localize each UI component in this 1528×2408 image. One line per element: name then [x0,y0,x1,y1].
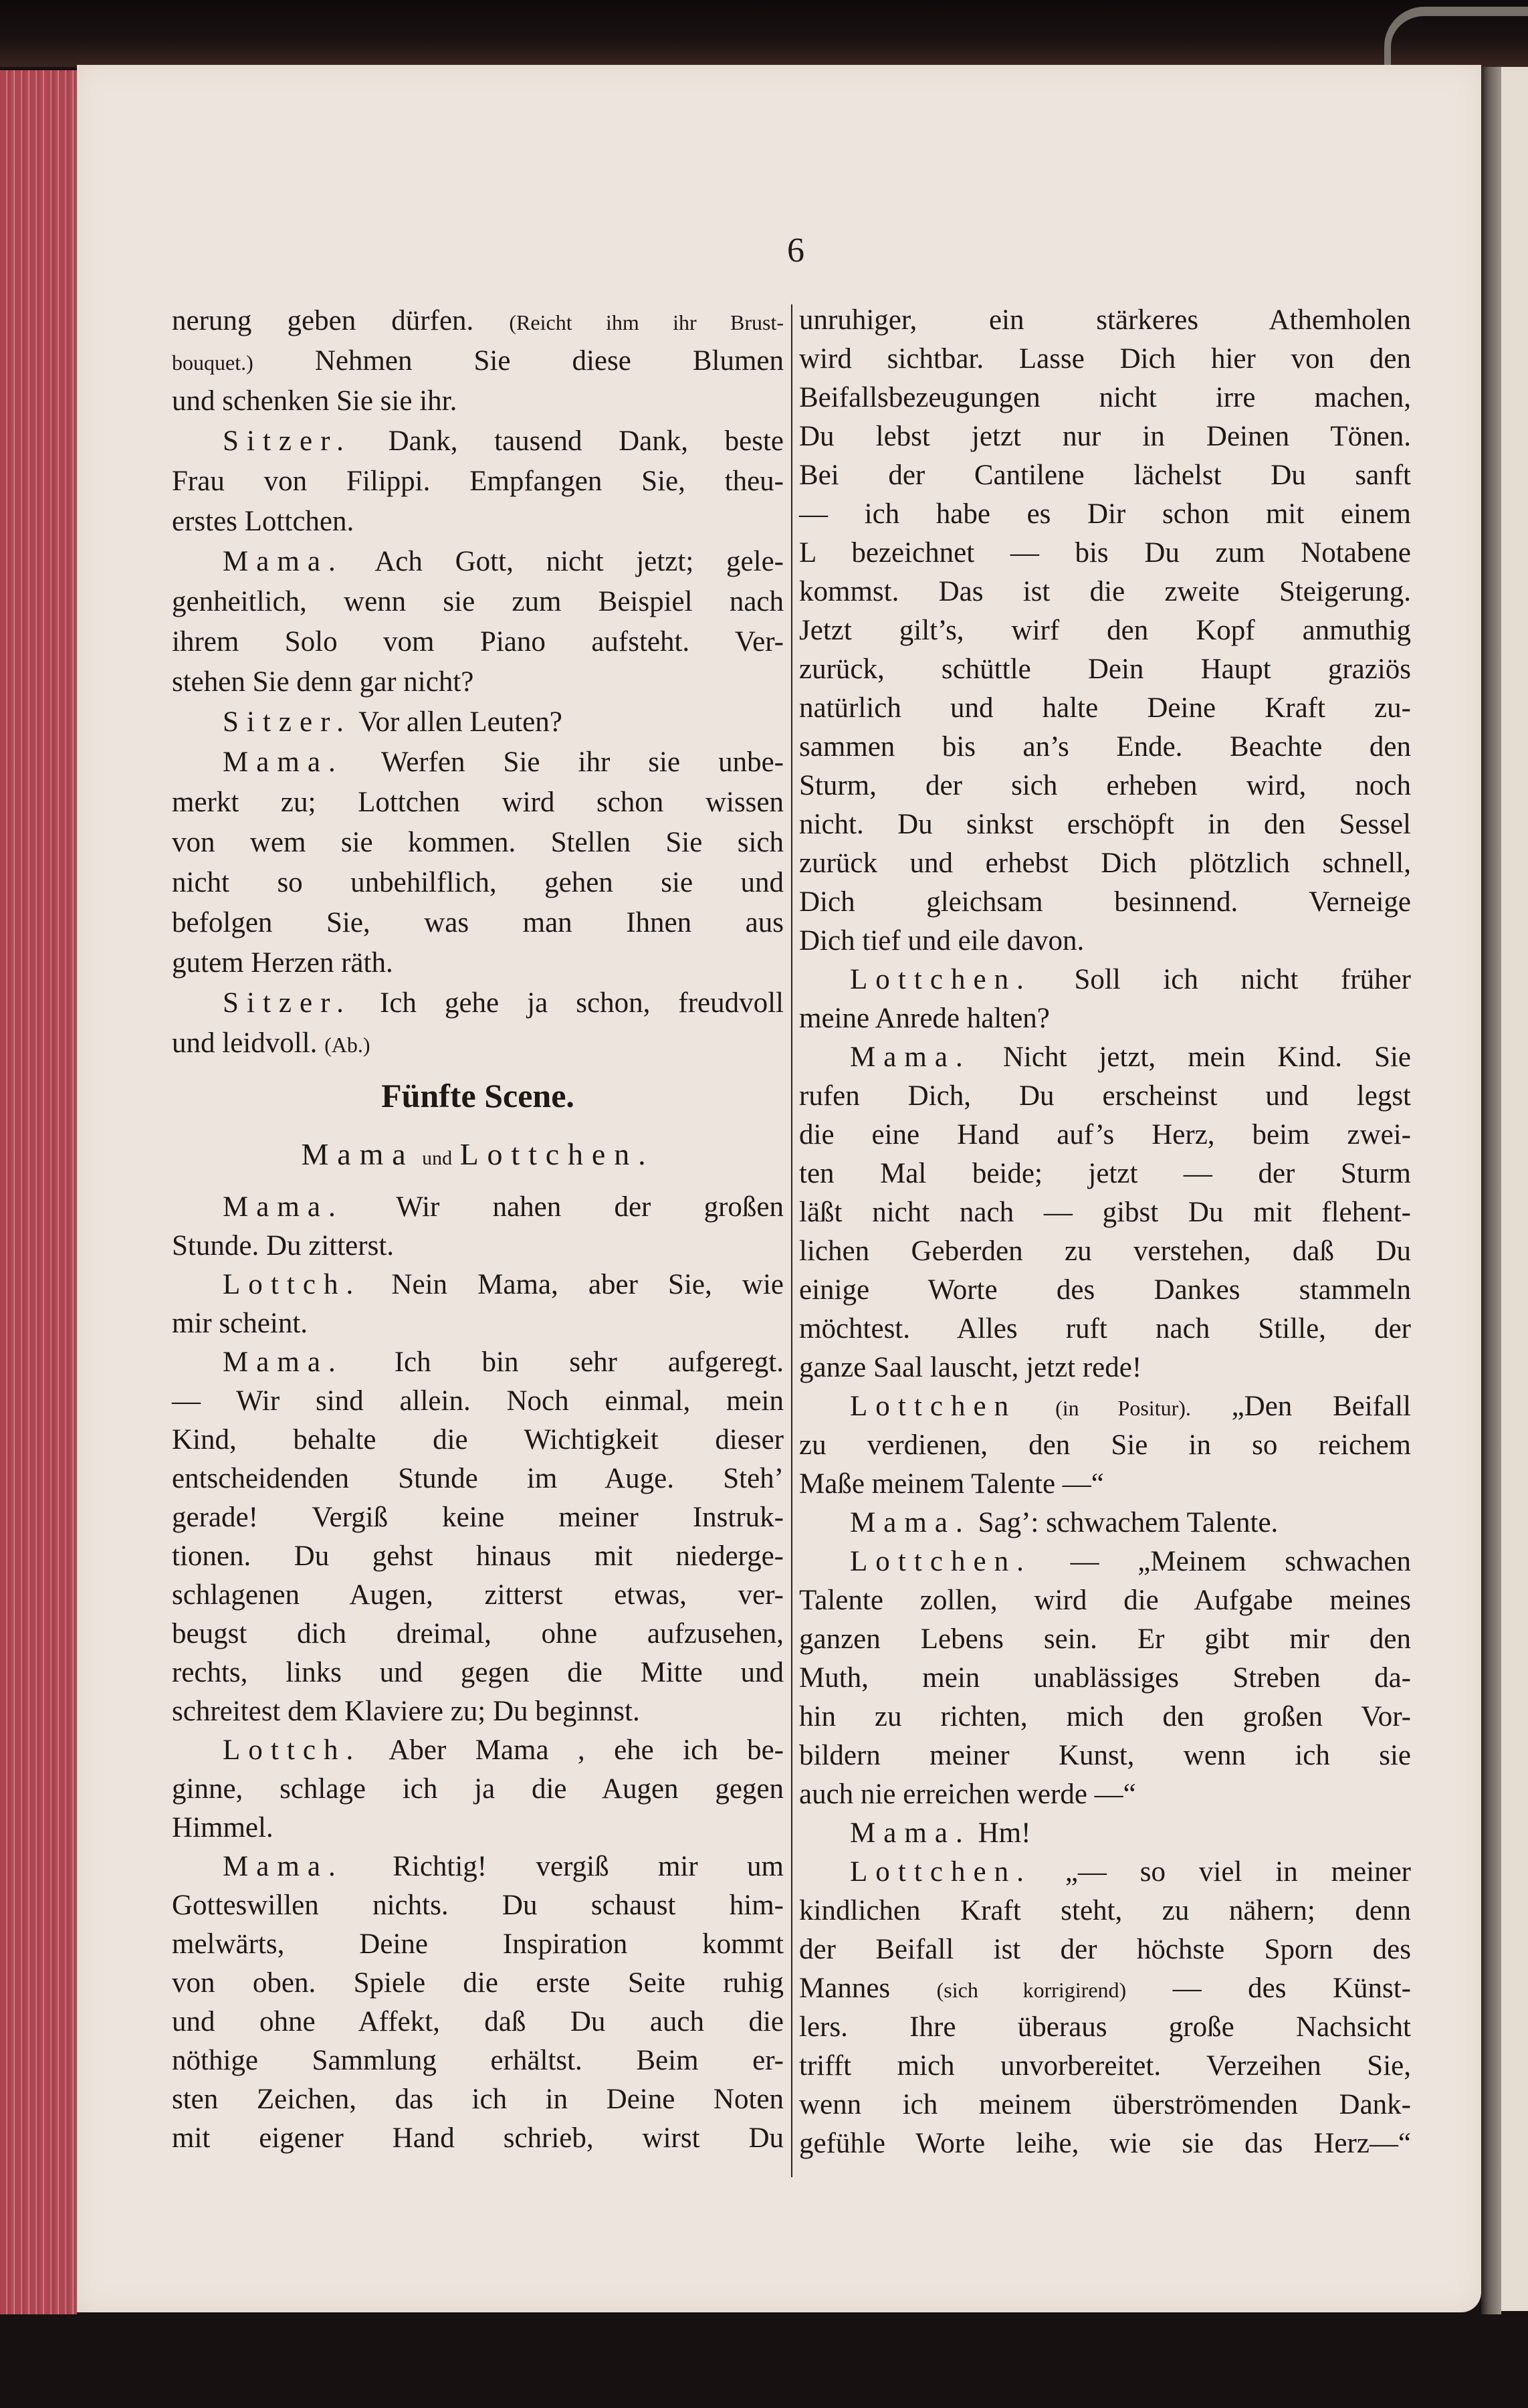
text-line [172,1886,784,1925]
text-line [172,1847,784,1886]
text-line [172,1770,784,1809]
dialogue-text: und leidvoll. [172,1027,325,1059]
text-line [172,1304,784,1343]
dialogue-text: nöthige Sammlung erhältst. Beim er- [172,2045,784,2076]
text-line [172,702,784,742]
text-line [799,301,1411,340]
dialogue-text: nicht. Du sinkst erschöpft in den Sessel [799,809,1411,840]
text-line [799,1232,1411,1271]
text-line [172,662,784,702]
dialogue-text: — Wir sind allein. Noch einmal, mein [172,1385,784,1417]
dialogue-text: zu verdienen, den Sie in so reichem [799,1429,1411,1461]
dialogue-text: unruhiger, ein stärkeres Athemholen [799,304,1411,336]
dialogue-text: „Den Beifall [1190,1391,1411,1422]
dialogue-text: von oben. Spiele die erste Seite ruhig [172,1967,784,1999]
speaker-name: Sitzer. [223,987,352,1019]
dialogue-text: Hm! [970,1817,1031,1849]
text-line [799,844,1411,883]
dialogue-text: Soll ich nicht früher [1031,964,1411,995]
dialogue-text: ten Mal beide; jetzt — der Sturm [799,1158,1411,1189]
dialogue-text: bildern meiner Kunst, wenn ich sie [799,1740,1411,1771]
dialogue-text: hin zu richten, mich den großen Vor- [799,1701,1411,1732]
text-line [799,1077,1411,1116]
text-line [172,341,784,381]
cast-second: Lottchen. [459,1137,655,1171]
dialogue-text: Kind, behalte die Wichtigkeit dieser [172,1424,784,1456]
dialogue-text: Nicht jetzt, mein Kind. Sie [970,1041,1411,1073]
text-line [799,534,1411,573]
cast-first: Mama [301,1137,415,1171]
dialogue-text: Werfen Sie ihr sie unbe- [343,746,784,778]
dialogue-text: auch nie erreichen werde —“ [799,1779,1136,1810]
stage-direction: (Ab.) [324,1033,370,1057]
dialogue-text: kommst. Das ist die zweite Steigerung. [799,576,1411,607]
text-line [799,1698,1411,1736]
dialogue-text: — ich habe es Dir schon mit einem [799,498,1411,530]
text-line [172,381,784,421]
dialogue-text: Ich gehe ja schon, freudvoll [351,987,784,1019]
dialogue-text: rufen Dich, Du erscheinst und legst [799,1080,1411,1112]
text-line [172,1421,784,1460]
dialogue-text: — „Meinem schwachen [1031,1546,1411,1577]
text-line [799,1969,1411,2008]
scene-heading: Fünfte Scene. [381,1077,574,1114]
text-line [799,1310,1411,1348]
text-line [172,1382,784,1421]
stage-direction: (Reicht ihm ihr Brust- [509,310,784,334]
dialogue-text: Dich gleichsam besinnend. Verneige [799,886,1411,918]
text-line [799,2086,1411,2124]
dialogue-text: L bezeichnet — bis Du zum Notabene [799,537,1411,569]
column-divider [791,304,792,2177]
text-line [799,495,1411,534]
speaker-name: Mama. [223,546,344,577]
dialogue-text: ganze Saal lauscht, jetzt rede! [799,1352,1142,1383]
text-line [172,502,784,542]
dialogue-text: Nein Mama, aber Sie, wie [361,1269,784,1300]
text-line [172,1343,784,1382]
speaker-name: Mama. [223,746,344,778]
text-line [799,2124,1411,2163]
dialogue-text: einige Worte des Dankes stammeln [799,1274,1411,1306]
speaker-name: Mama. [223,1851,344,1882]
text-line [172,1227,784,1266]
right-column [799,301,1411,2163]
dialogue-text: meine Anrede halten? [799,1003,1050,1034]
dialogue-text: ganzen Lebens sein. Er gibt mir den [799,1623,1411,1655]
dialogue-text: erstes Lottchen. [172,506,354,537]
dialogue-text: stehen Sie denn gar nicht? [172,666,474,698]
speaker-name: Lottch. [223,1269,362,1300]
text-line [172,542,784,582]
dialogue-text: nerung geben dürfen. [172,305,510,336]
text-line [799,340,1411,379]
dialogue-text: Richtig! vergiß mir um [343,1851,784,1882]
dialogue-text: Wir nahen der großen [343,1191,784,1223]
dialogue-text: von wem sie kommen. Stellen Sie sich [172,827,784,858]
dialogue-text: Sag’: schwachem Talente. [970,1507,1279,1538]
speaker-name: Lottchen. [850,964,1032,995]
dialogue-text: entscheidenden Stunde im Auge. Steh’ [172,1463,784,1494]
text-line [172,1809,784,1847]
text-line [172,1964,784,2003]
speaker-name: Lottch. [223,1734,362,1766]
text-line [799,379,1411,417]
text-line [172,622,784,662]
text-line [172,2119,784,2158]
dialogue-text: zurück und erhebst Dich plötzlich schnell, [799,847,1411,879]
dialogue-text: mir scheint. [172,1308,308,1339]
text-line [799,573,1411,611]
speaker-name: Mama. [850,1817,971,1849]
text-line [172,742,784,783]
text-line [172,1576,784,1615]
speaker-name: Mama. [223,1191,344,1223]
left-column-part1 [172,301,784,1064]
dialogue-text: Stunde. Du zitterst. [172,1230,395,1262]
text-line [799,2047,1411,2086]
text-line [172,943,784,983]
dialogue-text: Dich tief und eile davon. [799,925,1085,957]
dialogue-text: Himmel. [172,1812,274,1843]
dialogue-text: mit eigener Hand schrieb, wirst Du [172,2122,784,2154]
dialogue-text: — des Künst- [1126,1973,1411,2004]
speaker-name: Lottchen. [850,1856,1032,1888]
dialogue-text: rechts, links und gegen die Mitte und [172,1657,784,1688]
text-line [172,1653,784,1692]
text-line [799,1542,1411,1581]
text-line [799,1853,1411,1892]
cast-joiner: und [422,1147,453,1169]
dialogue-text: gefühle Worte leihe, wie sie das Herz—“ [799,2128,1411,2159]
text-line [799,922,1411,961]
dialogue-text: sten Zeichen, das ich in Deine Noten [172,2084,784,2115]
text-line [172,1188,784,1227]
text-line [172,1731,784,1770]
text-line [172,1537,784,1576]
text-line [172,1266,784,1304]
text-line [799,1930,1411,1969]
dialogue-text: Dank, tausend Dank, beste [351,425,784,457]
text-line [172,783,784,823]
page-gutter-shadow [1481,67,1501,2314]
dialogue-text: genheitlich, wenn sie zum Beispiel nach [172,586,784,617]
left-column [172,301,784,2158]
text-line [172,1925,784,1964]
speaker-name: Lottchen. [850,1546,1032,1577]
dialogue-text: gerade! Vergiß keine meiner Instruk- [172,1502,784,1533]
text-line [799,1814,1411,1853]
left-column-part2 [172,1188,784,2158]
dialogue-text: Ach Gott, nicht jetzt; gele- [343,546,784,577]
dialogue-text: ginne, schlage ich ja die Augen gegen [172,1773,784,1805]
text-line [172,2003,784,2041]
dialogue-text: sammen bis an’s Ende. Beachte den [799,731,1411,763]
dark-background-top [0,0,1528,67]
stage-direction: (in Positur). [1016,1396,1191,1420]
text-line [799,1038,1411,1077]
text-line [799,1581,1411,1620]
text-line [799,767,1411,805]
text-line [172,301,784,341]
dialogue-text: trifft mich unvorbereitet. Verzeihen Sie, [799,2050,1411,2082]
text-line [172,2080,784,2119]
dialogue-text: möchtest. Alles ruft nach Stille, der [799,1313,1411,1344]
dialogue-text: Jetzt gilt’s, wirf den Kopf anmuthig [799,615,1411,646]
text-line [799,1775,1411,1814]
dialogue-text: schlagenen Augen, zitterst etwas, ver- [172,1579,784,1611]
dialogue-text: und schenken Sie sie ihr. [172,385,457,417]
text-line [799,1348,1411,1387]
dialogue-text: Gotteswillen nichts. Du schaust him- [172,1890,784,1921]
stage-direction: (sich korrigirend) [936,1978,1127,2002]
text-line [172,863,784,903]
text-line [172,1692,784,1731]
text-line [799,805,1411,844]
text-line [172,1498,784,1537]
speaker-name: Mama. [850,1041,971,1073]
dialogue-text: lichen Geberden zu verstehen, daß Du [799,1235,1411,1267]
text-line [799,1504,1411,1542]
dialogue-text: wird sichtbar. Lasse Dich hier von den [799,343,1411,375]
speaker-name: Sitzer. [223,706,352,738]
text-line [799,1736,1411,1775]
dialogue-text: Vor allen Leuten? [351,706,562,738]
text-line [799,1387,1411,1426]
text-line [799,883,1411,922]
dialogue-text: wenn ich meinem überströmenden Dank- [799,2089,1411,2120]
dialogue-text: „— so viel in meiner [1031,1856,1411,1888]
text-line [799,611,1411,650]
speaker-name: Mama. [223,1346,344,1378]
speaker-name: Lottchen [850,1391,1017,1422]
text-line [799,1426,1411,1465]
red-page-edges [0,70,77,2314]
dialogue-text: merkt zu; Lottchen wird schon wissen [172,787,784,818]
dialogue-text: Muth, mein unablässiges Streben da- [799,1662,1411,1694]
dialogue-text: lers. Ihre überaus große Nachsicht [799,2011,1411,2043]
dialogue-text: ihrem Solo vom Piano aufsteht. Ver- [172,626,784,658]
dialogue-text: Du lebst jetzt nur in Deinen Tönen. [799,421,1411,452]
dialogue-text: die eine Hand auf’s Herz, beim zwei- [799,1119,1411,1150]
dialogue-text: befolgen Sie, was man Ihnen aus [172,907,784,938]
text-line [799,999,1411,1038]
dialogue-text: natürlich und halte Deine Kraft zu- [799,692,1411,724]
dialogue-text: Bei der Cantilene lächelst Du sanft [799,460,1411,491]
text-line [799,1465,1411,1504]
dialogue-text: kindlichen Kraft steht, zu nähern; denn [799,1895,1411,1926]
scene-cast [172,1128,784,1188]
text-line [172,1615,784,1653]
dialogue-text: Frau von Filippi. Empfangen Sie, theu- [172,466,784,497]
text-line [172,1023,784,1064]
dialogue-text: melwärts, Deine Inspiration kommt [172,1928,784,1960]
text-line [799,417,1411,456]
text-line [172,2041,784,2080]
text-line [799,961,1411,999]
text-line [799,1892,1411,1930]
dialogue-text: Beifallsbezeugungen nicht irre machen, [799,382,1411,413]
text-line [799,1155,1411,1193]
text-line [799,456,1411,495]
dialogue-text: Mannes [799,1973,937,2004]
text-line [799,1193,1411,1232]
text-line [172,462,784,502]
text-line [799,1271,1411,1310]
text-line [172,823,784,863]
dialogue-text: nicht so unbehilflich, gehen sie und [172,867,784,898]
speaker-name: Mama. [850,1507,971,1538]
dialogue-text: und ohne Affekt, daß Du auch die [172,2006,784,2037]
text-line [799,1659,1411,1698]
dialogue-text: Maße meinem Talente —“ [799,1468,1104,1500]
dialogue-text: Nehmen Sie diese Blumen [253,345,784,377]
dialogue-text: beugst dich dreimal, ohne aufzusehen, [172,1618,784,1649]
text-line [172,903,784,943]
text-line [172,1460,784,1498]
dialogue-text: gutem Herzen räth. [172,947,393,979]
dialogue-text: Aber Mama , ehe ich be- [361,1734,784,1766]
text-line [172,582,784,622]
text-line [799,2008,1411,2047]
text-line [799,728,1411,767]
page-number: 6 [787,231,804,270]
dialogue-text: der Beifall ist der höchste Sporn des [799,1934,1411,1965]
dialogue-text: tionen. Du gehst hinaus mit niederge- [172,1540,784,1572]
text-line [799,650,1411,689]
dialogue-text: Ich bin sehr aufgeregt. [343,1346,784,1378]
text-line [799,689,1411,728]
stage-direction: bouquet.) [172,350,253,375]
text-line [172,983,784,1023]
text-line [172,421,784,462]
dialogue-text: Sturm, der sich erheben wird, noch [799,770,1411,801]
dialogue-text: schreitest dem Klaviere zu; Du beginnst. [172,1696,640,1727]
dialogue-text: Talente zollen, wird die Aufgabe meines [799,1585,1411,1616]
dialogue-text: läßt nicht nach — gibst Du mit flehent- [799,1197,1411,1228]
speaker-name: Sitzer. [223,425,352,457]
dialogue-text: zurück, schüttle Dein Haupt graziös [799,654,1411,685]
adjacent-page-strip [1501,67,1528,2311]
text-line [799,1116,1411,1155]
text-line [799,1620,1411,1659]
